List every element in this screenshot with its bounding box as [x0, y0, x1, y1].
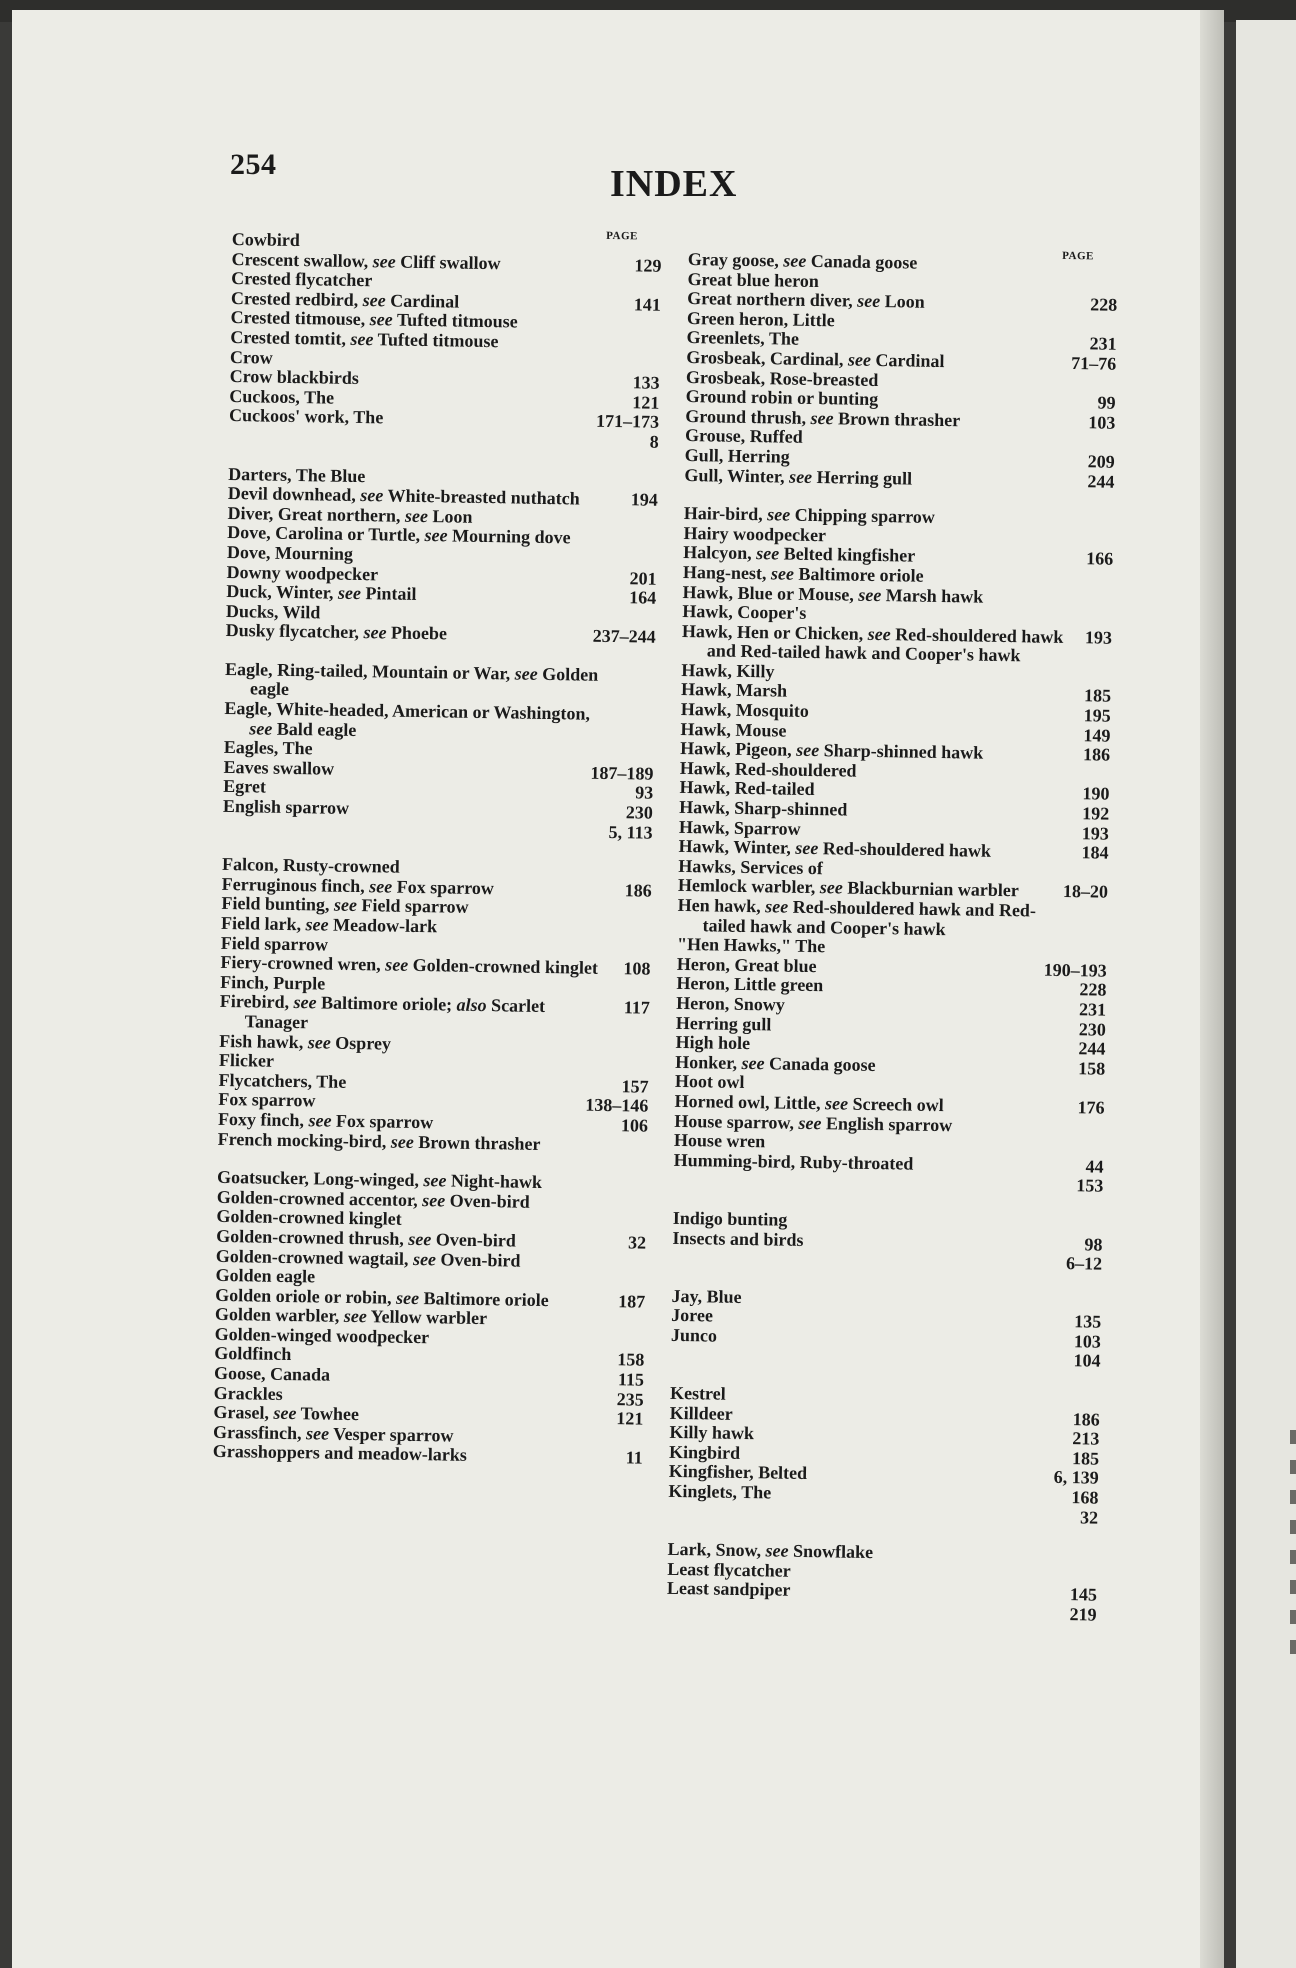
adjacent-page	[1236, 20, 1296, 1968]
index-entry-pages: 149	[1083, 724, 1111, 746]
index-entry-term: Golden-crowned thrush, see Oven-bird	[216, 1225, 517, 1251]
index-entry-pages: 244	[1087, 470, 1115, 492]
index-entries-left	[213, 230, 662, 1469]
index-entry-term: Falcon, Rusty-crowned	[221, 854, 400, 877]
index-entry-pages	[1066, 603, 1112, 604]
index-entry-pages	[1051, 1581, 1097, 1582]
index-entry-term: Hawk, Hen or Chicken, see Red-shouldered hawk and Red-tailed hawk and Cooper's hawk	[681, 620, 1064, 666]
index-entry-term: Gray goose, see Canada goose	[687, 249, 918, 273]
index-entry-pages	[602, 1150, 648, 1151]
index-entry-term: Eaves swallow	[223, 756, 335, 779]
page-column-header: PAGE	[1062, 249, 1095, 263]
page-edge-shadow	[1200, 10, 1224, 1968]
index-entry-pages: 98	[1084, 1233, 1103, 1255]
index-entry-pages: 44	[1085, 1156, 1104, 1177]
index-entry-term: Golden-crowned wagtail, see Oven-bird	[215, 1245, 521, 1271]
index-entry-pages	[599, 1346, 645, 1347]
index-entry-pages	[1070, 389, 1116, 390]
index-entry-pages	[614, 369, 660, 370]
index-entry-term: Darters, The Blue	[228, 463, 366, 486]
index-entry-pages: 115	[617, 1369, 645, 1390]
index-entry-term: Golden-winged woodpecker	[214, 1323, 430, 1348]
index-entry-term: Hawk, Mosquito	[680, 699, 809, 722]
index-entry-pages: 8	[649, 431, 659, 452]
index-entry-pages: 93	[635, 782, 654, 804]
index-entry-term: Golden-crowned accentor, see Oven-bird	[216, 1186, 530, 1212]
index-entry-pages: 186	[624, 880, 652, 901]
index-entry-pages: 32	[1079, 1506, 1099, 1528]
index-entry-term: Hawk, Marsh	[680, 679, 788, 702]
page-number: 254	[230, 148, 277, 181]
index-entry-pages: 133	[632, 372, 660, 393]
index-entry-term: Golden warbler, see Yellow warbler	[214, 1304, 488, 1329]
index-entry-term: Grasshoppers and meadow-larks	[212, 1441, 467, 1466]
index-entry-term: Fiery-crowned wren, see Golden-crowned kinglet	[220, 952, 599, 979]
index-entry-pages: 201	[629, 567, 657, 589]
index-entry-pages	[1066, 623, 1112, 624]
index-entry-term: Humming-bird, Ruby-throated	[673, 1149, 914, 1174]
index-entry-pages: 231	[1078, 999, 1107, 1020]
index-entry-pages: 11	[625, 1447, 643, 1469]
index-entry-term: Goldfinch	[214, 1343, 292, 1365]
index-entry-pages: 213	[1072, 1428, 1100, 1449]
index-entry-term: Crescent swallow, see Cliff swallow	[231, 248, 501, 273]
index-entry-pages: 158	[617, 1349, 645, 1371]
index-entry-pages: 230	[1078, 1018, 1106, 1040]
index-entry-term: Devil downhead, see White-breasted nuthatch	[227, 483, 580, 509]
index-entry-term: Joree	[671, 1305, 714, 1326]
index-entry-pages	[615, 290, 661, 291]
index-entry-pages	[1061, 956, 1107, 957]
index-entry-term: Hoot owl	[674, 1071, 745, 1093]
index-entry-term: House sparrow, see English sparrow	[674, 1110, 953, 1135]
index-entry-pages: 106	[620, 1115, 649, 1136]
index-entry-term: Ferruginous finch, see Fox sparrow	[221, 873, 495, 899]
index-entry-pages: 219	[1069, 1604, 1097, 1625]
index-entry-pages: 195	[1083, 705, 1111, 726]
index-entry-pages: 187–189	[590, 762, 654, 784]
index-entry-pages	[1054, 1405, 1100, 1406]
index-entry-pages	[599, 1287, 645, 1288]
index-entry-term: Golden eagle	[215, 1264, 316, 1287]
index-entry-term: Eagle, Ring-tailed, Mountain or War, see Golden eagle	[224, 658, 599, 700]
index-entry-term: Least flycatcher	[667, 1558, 791, 1581]
index-entry-term: Dove, Carolina or Turtle, see Mourning dove	[227, 522, 571, 548]
index-entry-pages	[601, 1209, 647, 1210]
index-entry-pages: 158	[1078, 1057, 1106, 1079]
index-entry-pages	[1058, 1152, 1104, 1153]
index-entry-term: Least sandpiper	[666, 1578, 791, 1601]
index-entry-pages: 185	[1083, 685, 1112, 707]
index-entry-pages: 168	[1071, 1487, 1099, 1508]
index-entry-term: Cuckoos' work, The	[228, 405, 384, 428]
index-entry-term: Egret	[223, 776, 267, 798]
index-entry-term: Flycatchers, The	[218, 1069, 347, 1092]
index-entry-pages: 193	[1084, 626, 1113, 648]
index-entry-pages	[600, 1267, 646, 1268]
index-entry-pages	[605, 915, 651, 916]
index-entry-term: Gull, Winter, see Herring gull	[684, 464, 913, 489]
index-entry-term: Crested redbird, see Cardinal	[230, 287, 460, 312]
index-entry-pages	[610, 623, 656, 624]
index-entry-pages: 121	[632, 392, 660, 413]
index-entry-term: Hawk, Red-shouldered	[679, 757, 857, 781]
index-entry-term: Kestrel	[669, 1382, 726, 1404]
index-entry-pages: 6–12	[1065, 1253, 1103, 1274]
index-entry-pages: 103	[1088, 412, 1116, 433]
index-entry-pages: 164	[629, 587, 657, 608]
index-entry-pages: 237–244	[592, 625, 656, 647]
index-entry-pages	[1071, 330, 1117, 331]
index-entry-pages	[1062, 917, 1108, 918]
index-entry-pages: 184	[1081, 842, 1109, 863]
index-entry-term: Hawk, Sparrow	[678, 816, 801, 839]
index-entry-term: Lark, Snow, see Snowflake	[667, 1539, 874, 1563]
index-entry-pages: 186	[1082, 744, 1111, 765]
index-entry-pages	[605, 935, 651, 936]
index-entry-term: Horned owl, Little, see Screech owl	[674, 1090, 944, 1116]
index-entry-pages	[1064, 780, 1110, 781]
index-entry-term: Heron, Great blue	[676, 953, 817, 976]
index-entry-pages: 190–193	[1043, 959, 1107, 981]
index-entry-term: Hawk, Red-tailed	[679, 777, 815, 800]
index-entry-pages: 18–20	[1062, 881, 1109, 903]
index-entry-pages: 171–173	[595, 411, 660, 433]
index-entry-pages	[1059, 1093, 1105, 1094]
index-entry-term: Grosbeak, Cardinal, see Cardinal	[686, 346, 945, 372]
index-entry-term: Finch, Purple	[220, 971, 326, 994]
index-entry-pages: 230	[625, 802, 654, 823]
index-entry-pages: 209	[1087, 451, 1115, 472]
index-entry-term: Grosbeak, Rose-breasted	[685, 366, 879, 390]
index-entry-pages: 6, 139	[1053, 1467, 1099, 1489]
index-entry-pages	[611, 564, 657, 565]
index-entry-term: Insects and birds	[672, 1227, 804, 1250]
index-entry-term: Hawk, Cooper's	[682, 601, 807, 623]
index-entry-term: Grasel, see Towhee	[213, 1402, 360, 1425]
index-entry-term: Kingbird	[668, 1441, 741, 1463]
index-entry-pages: 186	[1072, 1408, 1100, 1430]
index-entry-term: Junco	[670, 1324, 718, 1346]
index-entry-term: Eagle, White-headed, American or Washington, see Bald eagle	[224, 698, 591, 740]
index-entry-pages: 71–76	[1071, 353, 1117, 374]
index-entry-pages	[1071, 291, 1117, 292]
index-entry-pages: 153	[1076, 1175, 1104, 1196]
index-entry-term: Ducks, Wild	[225, 600, 321, 623]
index-entry-term: Grackles	[213, 1382, 283, 1404]
index-entry-term: English sparrow	[222, 795, 350, 818]
index-entry-term: "Hen Hawks," The	[676, 934, 826, 957]
index-entry-term: Golden-crowned kinglet	[216, 1206, 402, 1230]
index-entry-term: Killdeer	[669, 1402, 733, 1424]
index-entry-term: Kinglets, The	[668, 1480, 772, 1503]
index-entry-term: Hen hawk, see Red-shouldered hawk and Red-tailed hawk and Cooper's hawk	[677, 894, 1037, 939]
index-entry-pages	[614, 349, 660, 350]
index-entries-right	[667, 250, 1118, 1625]
index-entry-term: Crow	[229, 346, 273, 368]
index-entry-term: Firebird, see Baltimore oriole; also Scarlet Tanager	[219, 991, 546, 1033]
index-entry-term: Hang-nest, see Baltimore oriole	[682, 561, 924, 586]
index-entry-pages: 32	[627, 1232, 647, 1253]
index-column-left	[213, 230, 662, 1469]
index-entry-pages: 187	[618, 1290, 646, 1312]
index-entry-term: Cuckoos, The	[229, 385, 335, 408]
index-entry-term: Crested titmouse, see Tufted titmouse	[230, 307, 518, 332]
index-entry-term: Field lark, see Meadow-lark	[220, 912, 438, 937]
index-entry-term: Jay, Blue	[671, 1285, 742, 1307]
index-entry-term: Cowbird	[231, 229, 301, 251]
index-entry-pages	[608, 759, 654, 760]
index-entry-term: Goose, Canada	[213, 1362, 331, 1385]
index-entry-pages: 192	[1082, 803, 1110, 824]
index-entry-term: Gull, Herring	[684, 444, 790, 467]
index-entry-pages: 228	[1090, 294, 1118, 315]
index-entry-term: Hair-bird, see Chipping sparrow	[683, 503, 936, 528]
index-entry-pages	[1058, 1132, 1104, 1133]
index-entry-pages	[1055, 1308, 1101, 1309]
index-entry-pages	[1069, 447, 1115, 448]
index-entry-term: Ground thrush, see Brown thrasher	[685, 405, 961, 431]
index-entry-pages	[612, 486, 658, 487]
index-entry-pages: 231	[1089, 333, 1117, 355]
index-entry-term: Greenlets, The	[686, 327, 800, 350]
index-entry-pages	[609, 681, 655, 682]
index-entry-term: Crow blackbirds	[229, 366, 360, 389]
index-entry-term: Foxy finch, see Fox sparrow	[217, 1108, 434, 1133]
index-entry-pages: 176	[1077, 1097, 1105, 1118]
index-entry-pages	[1062, 878, 1108, 879]
index-entry-term: Field sparrow	[220, 932, 329, 955]
index-entry-pages	[1067, 584, 1113, 585]
index-entry-term: Ground robin or bunting	[685, 386, 879, 410]
index-entry-pages	[603, 1052, 649, 1053]
index-entry-term: House wren	[673, 1130, 766, 1152]
index-entry-term: High hole	[675, 1032, 751, 1054]
index-entry-term: Hawk, Winter, see Red-shouldered hawk	[678, 836, 992, 862]
index-entry-term: Green heron, Little	[686, 307, 835, 331]
page-title: INDEX	[610, 163, 738, 205]
index-entry-term: Great blue heron	[687, 268, 820, 291]
index-entry-pages: 185	[1071, 1448, 1100, 1469]
index-entry-pages	[1057, 1230, 1103, 1231]
index-entry-term: Killy hawk	[669, 1422, 755, 1444]
index-entry-pages: 235	[616, 1388, 644, 1410]
index-entry-pages: 244	[1078, 1038, 1106, 1059]
index-entry-pages	[605, 955, 651, 956]
index-column-right	[667, 250, 1118, 1625]
index-entry-pages	[604, 994, 650, 995]
index-entry-pages: 129	[634, 254, 662, 276]
index-entry-term: Flicker	[218, 1050, 275, 1071]
index-entry-pages: 194	[630, 489, 658, 510]
index-entry-pages	[597, 1444, 643, 1445]
index-entry-term: Hawk, Blue or Mouse, see Marsh hawk	[682, 581, 984, 607]
index-entry-term: Diver, Great northern, see Loon	[227, 502, 473, 527]
index-entry-pages: 138–146	[585, 1095, 649, 1116]
index-entry-pages	[1068, 525, 1114, 526]
index-entry-term: Heron, Little green	[676, 973, 824, 996]
index-entry-term: Hawk, Mouse	[680, 718, 787, 741]
index-entry-term: Dove, Mourning	[226, 541, 354, 564]
index-entry-pages	[611, 525, 657, 526]
index-entry-term: Crested flycatcher	[231, 268, 373, 291]
index-entry-pages	[1067, 545, 1113, 546]
index-entry-term: Duck, Winter, see Pintail	[226, 581, 417, 605]
index-entry-term: Honker, see Canada goose	[675, 1051, 876, 1075]
index-entry-term	[667, 1614, 1051, 1620]
index-entry-term: Field bunting, see Field sparrow	[221, 893, 469, 918]
index-entry-pages: 193	[1081, 822, 1110, 844]
index-entry-term: Goatsucker, Long-winged, see Night-hawk	[216, 1167, 543, 1193]
index-entry-pages	[606, 876, 652, 877]
index-entry-term: Eagles, The	[223, 737, 313, 759]
index-entry-pages	[599, 1326, 645, 1327]
index-entry-term: Kingfisher, Belted	[668, 1461, 808, 1484]
index-entry-term: Dusky flycatcher, see Phoebe	[225, 620, 448, 644]
index-entry-term: French mocking-bird, see Brown thrasher	[217, 1128, 541, 1154]
index-entry-term: Hawk, Sharp-shinned	[679, 796, 848, 820]
index-entry-pages: 228	[1079, 979, 1107, 1001]
index-entry-pages: 104	[1073, 1350, 1101, 1372]
index-entry-term: Downy woodpecker	[226, 561, 379, 584]
index-entry-pages: 5, 113	[608, 821, 653, 843]
index-entry-pages	[603, 1072, 649, 1073]
index-entry-term: Golden oriole or robin, see Baltimore oriole	[215, 1284, 549, 1310]
index-entry-pages: 166	[1086, 548, 1114, 570]
index-entry-pages: 103	[1073, 1331, 1102, 1352]
index-entry-pages	[601, 1189, 647, 1190]
index-entry-pages	[1051, 1561, 1097, 1562]
index-entry-pages	[1072, 271, 1118, 272]
index-entry-term: Crested tomtit, see Tufted titmouse	[230, 326, 499, 352]
index-entry-pages: 121	[616, 1408, 644, 1429]
index-entry-term: Hawks, Services of	[678, 855, 823, 879]
index-entry-term: Halcyon, see Belted kingfisher	[683, 542, 916, 566]
index-entry-term: Indigo bunting	[672, 1207, 788, 1230]
index-entry-term: Great northern diver, see Loon	[687, 288, 925, 312]
index-entry-pages	[614, 329, 660, 330]
index-entry-term: Grassfinch, see Vesper sparrow	[212, 1421, 454, 1446]
index-entry-pages	[608, 720, 654, 721]
index-entry-pages	[1065, 682, 1111, 683]
index-entry-term: Grouse, Ruffed	[684, 425, 803, 448]
index-entry-term: Hemlock warbler, see Blackburnian warbler	[677, 875, 1019, 901]
index-entry-term: Fox sparrow	[218, 1089, 316, 1111]
page-column-header: PAGE	[606, 229, 639, 243]
index-entry-term: Herring gull	[675, 1012, 772, 1034]
index-entry-pages: 141	[633, 294, 662, 315]
index-entry-term: Heron, Snowy	[676, 992, 786, 1015]
index-entry-term: Fish hawk, see Osprey	[219, 1030, 392, 1054]
index-entry-pages: 145	[1069, 1584, 1098, 1605]
index-entry-pages	[611, 544, 657, 545]
index-entry-term: Hawk, Pigeon, see Sharp-shinned hawk	[680, 738, 984, 763]
index-entry-pages: 117	[623, 997, 650, 1019]
index-entry-pages	[616, 251, 662, 252]
index-entry-pages: 135	[1074, 1311, 1102, 1332]
index-entry-pages	[600, 1228, 646, 1229]
index-entry-pages: 157	[621, 1075, 649, 1097]
index-entry-pages: 99	[1097, 392, 1116, 413]
index-entry-pages: 190	[1082, 783, 1110, 805]
index-entry-term: Hairy woodpecker	[683, 522, 827, 545]
index-entry-term: Hawk, Killy	[681, 659, 775, 682]
index-entry-pages: 108	[623, 958, 651, 979]
